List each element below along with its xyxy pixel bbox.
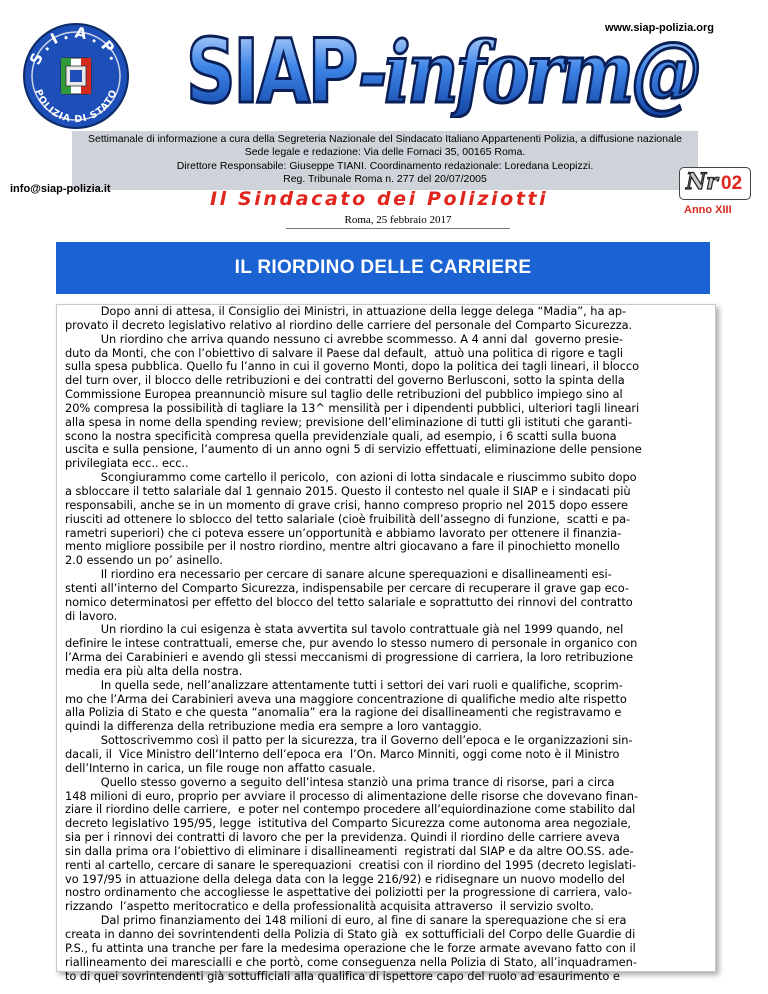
article-line: duto da Monti, che con l’obiettivo di salvare il Paese dal default, attuò una politica di rigore e tagli [65,346,623,360]
article-line: sulla spesa pubblica. Quello fu l’anno in cui il governo Monti, dopo la politica dei tagli lineari, il blocco [65,360,640,374]
issue-prefix: Nr [686,169,718,195]
article-line: Commissione Europea preannunciò misure sul taglio delle retribuzioni del pubblico impiego sino al [65,388,623,402]
article-line: di lavoro. [65,609,118,623]
article-line: vo 197/95 in attuazione della delega data con la legge 216/92) e ridisegnare un nuovo modello del [65,872,625,886]
article-line: Scongiurammo come cartello il pericolo, con azioni di lotta sindacale e riuscimmo subito dopo [65,471,637,485]
article-line: Dal primo finanziamento dei 148 milioni di euro, al fine di sanare la sperequazione che si era [65,914,627,928]
article-line: Dopo anni di attesa, il Consiglio dei Ministri, in attuazione della legge delega “Madia”, ha ap- [65,305,627,318]
email-link[interactable]: info@siap-polizia.it [10,183,111,195]
article-line: a sbloccare il tetto salariale dal 1 gennaio 2015. Questo il contesto nel quale il SIAP e i sindacati più [65,484,631,498]
article-line: sia per i rinnovi dei contratti di lavoro che per la previdenza. Quindi il riordino delle carriere aveva [65,831,620,845]
article-line: Quello stesso governo a seguito dell’intesa stanziò una prima trance di risorse, pari a circa [65,775,615,789]
article-line: del turn over, il blocco delle retribuzioni e dei contratti del governo Berlusconi, sotto la spinta della [65,374,625,388]
article-line: scono la nostra specificità compresa quella previdenziale quali, ad esempio, i 6 scatti sulla buona [65,429,617,443]
article-line: 148 milioni di euro, proprio per avviare il processo di alimentazione delle risorse che dovevano finan- [65,789,639,803]
issue-number-box [679,167,751,200]
publication-info [72,131,698,190]
info-line: Reg. Tribunale Roma n. 277 del 20/07/2005 [283,173,487,186]
issue-year: Anno XIII [684,204,732,216]
article-line: rametri superiori) che ci poteva essere un’opportunità e abbiamo lavorato per ottenere il finanzia- [65,526,622,540]
article-line: ziare il riordino delle carriere, e poter nel contempo procedere all’equiordinazione come stabilito dal [65,803,636,817]
article-line: Un riordino la cui esigenza è stata avvertita sul tavolo contrattuale già nel 1999 quando, nel [65,623,624,637]
article-line: provato il decreto legislativo relativo al riordino delle carriere del personale del Comparto Sicurezza. [65,318,633,332]
siap-logo [22,22,130,130]
article-line: riallineamento dei marescialli e che portò, come conseguenza nella Polizia di Stato, all’inquadramen- [65,955,637,969]
article-body [56,304,716,983]
article-line: Un riordino che arriva quando nessuno ci avrebbe scommesso. A 4 anni dal governo presie- [65,332,624,346]
article-text [65,305,715,983]
article-line: 20% compresa la possibilità di tagliare la 13^ mensilità per i dipendenti pubblici, ulteriori tagli lineari [65,401,640,415]
article-line: dacali, il Vice Ministro dell’Interno dell’epoca era l’On. Marco Minniti, oggi come noto è il Ministro [65,748,620,761]
article-line: responsabili, anche se in un momento di grave crisi, hanno compreso proprio nel 2015 dopo essere [65,498,629,512]
logo-lower-text: POLIZIA DI STATO [32,87,120,126]
article-line: Il riordino era necessario per cercare di sanare alcune sperequazioni e disallineamenti esi- [65,568,612,582]
article-line: riusciti ad ottenere lo sblocco del tetto salariale (cioè fruibilità dell’assegno di funzione, scatti e pa- [65,512,631,526]
article-line: alla spesa in nome della spending review; previsione dell’eliminazione di tutti gli istituti che garanti- [65,415,633,429]
article-line: sin dalla prima ora l’obiettivo di eliminare i disallineamenti registrati dal SIAP e da altre OO.SS. ade- [65,844,634,858]
masthead-siap: SIAP [186,20,356,118]
issue-date: Roma, 25 febbraio 2017 [286,214,510,229]
article-line: rizzando l’aspetto meritocratico e della professionalità acquisita attraverso il servizio svolto. [65,900,594,914]
info-line: Sede legale e redazione: Via delle Fornaci 35, 00165 Roma. [244,146,526,159]
article-line: mo che l’Arma dei Carabinieri aveva una maggiore concentrazione di qualifiche medio alte rispetto [65,692,627,706]
article-line: stenti all’interno del Comparto Sicurezza, indispensabile per cercare di recuperare il grave gap eco- [65,581,629,595]
masthead-inform: -inform@ [358,23,699,118]
article-line: renti al cartello, cercare di sanare le sperequazioni creatisi con il riordino del 1995 (decreto legislati- [65,858,637,872]
article-line: nomico determinatosi per effetto del blocco del tetto salariale e soprattutto dei rinnovi del contratto [65,595,633,609]
article-line: decreto legislativo 195/95, legge istitutiva del Comparto Sicurezza come autonoma area negoziale, [65,817,632,831]
article-line: quindi la differenza della retribuzione media era sempre a loro vantaggio. [65,720,482,734]
website-url[interactable]: www.siap-polizia.org [605,22,714,34]
article-line: uscita e sulla pensione, l’aumento di un anno ogni 5 di servizio effettuati, eliminazione delle pensione [65,443,642,457]
article-line: privilegiata ecc.. ecc.. [65,457,189,471]
issue-number: 02 [721,173,743,194]
article-line: Sottoscrivemmo così il patto per la sicurezza, tra il Governo dell’epoca e le organizzazioni sin- [65,734,633,748]
article-title: IL RIORDINO DELLE CARRIERE [56,242,710,294]
slogan: Il Sindacato dei Poliziotti [210,188,549,210]
logo-ring-text: S.I.A.P. [26,23,126,68]
article-line: In quella sede, nell’analizzare attentamente tutti i settori dei vari ruoli e qualifiche, scoprim- [65,678,623,692]
article-line: l’Arma dei Carabinieri e avendo gli stessi meccanismi di progressione di carriera, la loro retribuzione [65,651,634,665]
article-line: dell’Interno in carica, un file rouge non affatto casuale. [65,761,376,775]
article-line: alla Polizia di Stato e che questa “anomalia” era la ragione dei disallineamenti che registravamo e [65,706,622,720]
article-line: definire le intese contrattuali, emerse che, pur avendo lo stesso numero di personale in organico con [65,637,638,651]
article-line: P.S., fu attinta una tranche per fare la medesima operazione che le forze armate avevano fatto con il [65,941,636,955]
article-line: nostro ordinamento che accogliesse le aspettative dei poliziotti per la progressione di carriera, valo- [65,886,632,900]
info-line: Direttore Responsabile: Giuseppe TIANI. Coordinamento redazionale: Loredana Leopizzi. [176,159,594,172]
article-line: media era più alta della nostra. [65,664,243,678]
article-line: creata in danno dei sovrintendenti della Polizia di Stato già ex sottufficiali del Corpo delle Guardie di [65,927,636,941]
masthead-title [186,18,706,118]
article-line: mento migliore possibile per il nostro riordino, mentre altri giocavano a fare il pinochietto monello [65,540,620,554]
article-line: 2.0 essendo un po’ asinello. [65,554,223,568]
info-line: Settimanale di informazione a cura della Segreteria Nazionale del Sindacato Italiano Appartenenti Polizia, a diffusione nazionale [87,133,683,145]
article-line: to di quei sovrintendenti già sottufficiali alla qualifica di ispettore capo del ruolo ad esaurimento e [65,969,620,983]
